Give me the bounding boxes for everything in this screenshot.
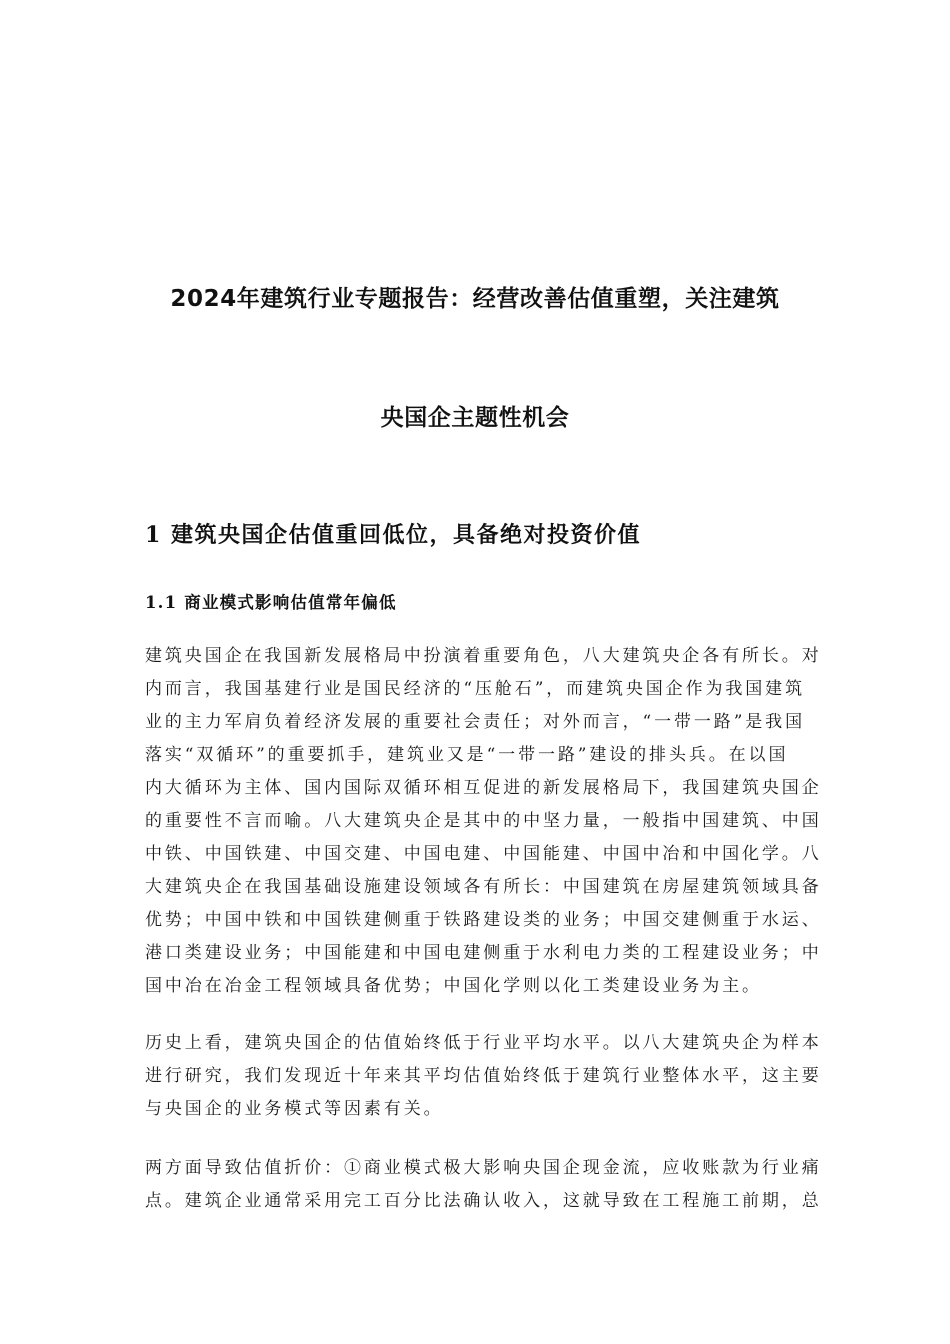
paragraph-line: 国中冶在冶金工程领域具备优势；中国化学则以化工类建设业务为主。 bbox=[145, 976, 762, 996]
paragraph-line: 港口类建设业务；中国能建和中国电建侧重于水利电力类的工程建设业务；中 bbox=[145, 943, 822, 963]
paragraph-line: 与央国企的业务模式等因素有关。 bbox=[145, 1099, 444, 1119]
paragraph-line: 建筑央国企在我国新发展格局中扮演着重要角色，八大建筑央企各有所长。对 bbox=[145, 646, 822, 666]
paragraph-1 bbox=[145, 640, 822, 1003]
paragraph-line: 点。建筑企业通常采用完工百分比法确认收入，这就导致在工程施工前期，总 bbox=[145, 1191, 822, 1211]
paragraph-2 bbox=[145, 1027, 822, 1126]
document-title-line-2: 央国企主题性机会 bbox=[380, 405, 570, 431]
paragraph-line: 中铁、中国铁建、中国交建、中国电建、中国能建、中国中冶和中国化学。八 bbox=[145, 844, 822, 864]
paragraph-line: 两方面导致估值折价：①商业模式极大影响央国企现金流，应收账款为行业痛 bbox=[145, 1158, 822, 1178]
paragraph-line: 内而言，我国基建行业是国民经济的“压舱石”，而建筑央国企作为我国建筑 bbox=[145, 679, 805, 699]
paragraph-line: 进行研究，我们发现近十年来其平均估值始终低于建筑行业整体水平，这主要 bbox=[145, 1066, 822, 1086]
subsection-heading: 1.1 商业模式影响估值常年偏低 bbox=[145, 593, 397, 612]
paragraph-3 bbox=[145, 1152, 822, 1218]
paragraph-line: 内大循环为主体、国内国际双循环相互促进的新发展格局下，我国建筑央国企 bbox=[145, 778, 822, 798]
paragraph-line: 大建筑央企在我国基础设施建设领域各有所长：中国建筑在房屋建筑领域具备 bbox=[145, 877, 822, 897]
document-title-line-1: 2024年建筑行业专题报告：经营改善估值重塑，关注建筑 bbox=[170, 286, 780, 312]
paragraph-line: 的重要性不言而喻。八大建筑央企是其中的中坚力量，一般指中国建筑、中国 bbox=[145, 811, 822, 831]
paragraph-line: 历史上看，建筑央国企的估值始终低于行业平均水平。以八大建筑央企为样本 bbox=[145, 1033, 822, 1053]
paragraph-line: 落实“双循环”的重要抓手，建筑业又是“一带一路”建设的排头兵。在以国 bbox=[145, 745, 789, 765]
section-heading: 1 建筑央国企估值重回低位，具备绝对投资价值 bbox=[145, 522, 641, 548]
paragraph-line: 业的主力军肩负着经济发展的重要社会责任；对外而言，“一带一路”是我国 bbox=[145, 712, 805, 732]
paragraph-line: 优势；中国中铁和中国铁建侧重于铁路建设类的业务；中国交建侧重于水运、 bbox=[145, 910, 822, 930]
